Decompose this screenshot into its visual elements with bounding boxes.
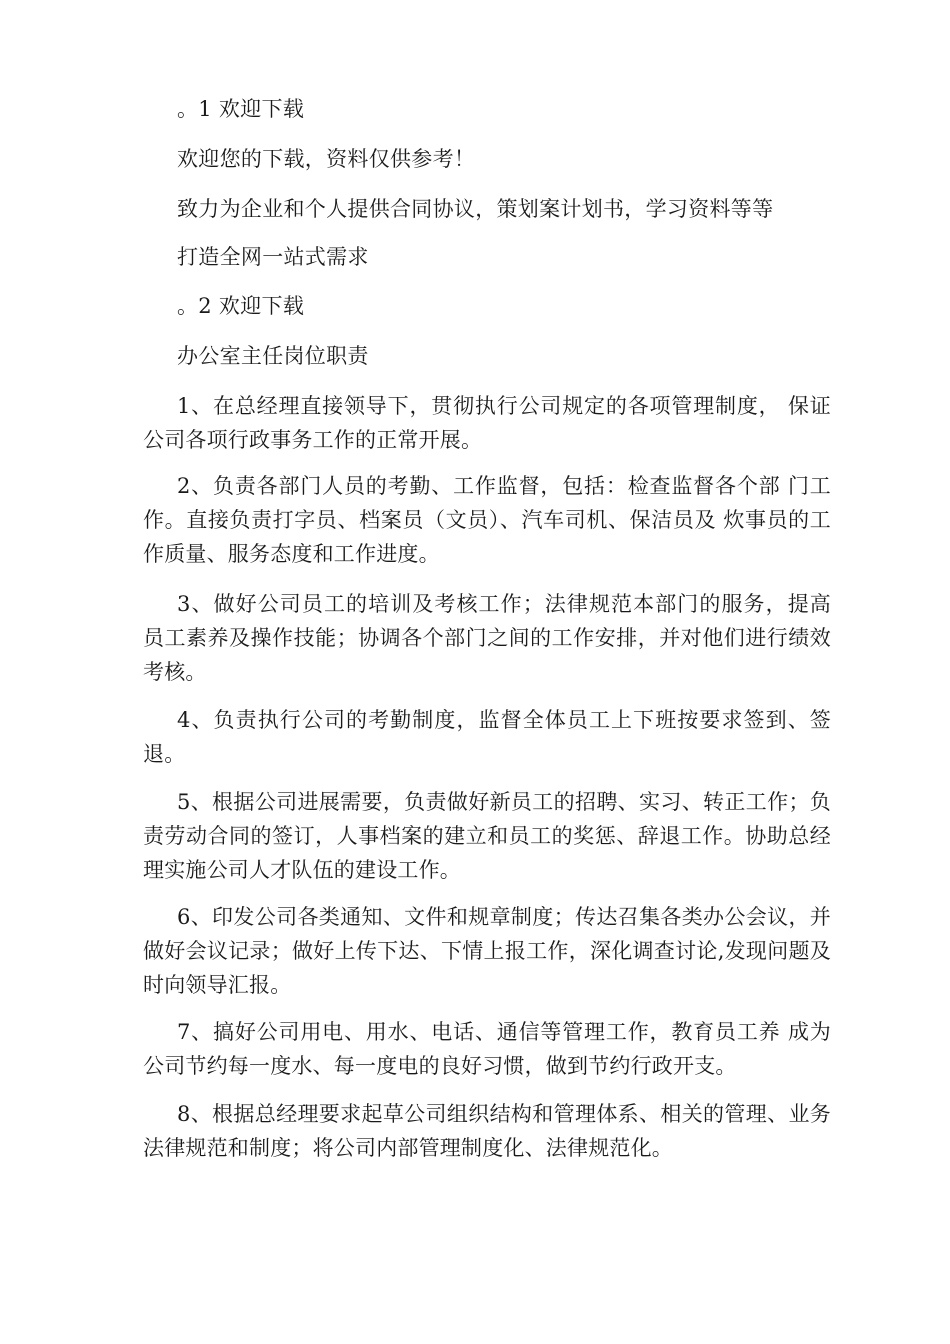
duty-item-2: 2、负责各部门人员的考勤、工作监督，包括：检查监督各个部 门工作。直接负责打字员、档案员（文员）、汽车司机、保洁员及 炊事员的工作质量、服务态度和工作进度。: [143, 474, 831, 566]
duty-item-7: 7、搞好公司用电、用水、电话、通信等管理工作，教育员工养 成为公司节约每一度水、每一度电的良好习惯，做到节约行政开支。: [143, 1020, 831, 1078]
duty-item-4: 4、负责执行公司的考勤制度，监督全体员工上下班按要求签到、签退。: [143, 708, 831, 766]
thanks-line: 欢迎您的下载，资料仅供参考！: [177, 147, 476, 171]
welcome-line-1: 。1 欢迎下载: [177, 97, 305, 121]
duty-item-3: 3、做好公司员工的培训及考核工作；法律规范本部门的服务，提高 员工素养及操作技能；协调各个部门之间的工作安排，并对他们进行绩效考核。: [143, 592, 831, 684]
document-title: 办公室主任岗位职责: [177, 344, 369, 368]
welcome-line-2: 。2 欢迎下载: [177, 294, 305, 318]
duty-item-1: 1、在总经理直接领导下，贯彻执行公司规定的各项管理制度， 保证公司各项行政事务工作的正常开展。: [143, 394, 831, 452]
slogan-line: 打造全网一站式需求: [177, 245, 369, 269]
duty-item-8: 8、根据总经理要求起草公司组织结构和管理体系、相关的管理、业务法律规范和制度；将公司内部管理制度化、法律规范化。: [143, 1102, 831, 1160]
duty-item-5: 5、根据公司进展需要，负责做好新员工的招聘、实习、转正工作；负责劳动合同的签订，人事档案的建立和员工的奖惩、辞退工作。协助总经理实施公司人才队伍的建设工作。: [143, 790, 831, 882]
mission-line: 致力为企业和个人提供合同协议，策划案计划书，学习资料等等: [177, 197, 774, 221]
duty-item-6: 6、印发公司各类通知、文件和规章制度；传达召集各类办公会议，并做好会议记录；做好上传下达、下情上报工作，深化调查讨论,发现问题及时向领导汇报。: [143, 905, 831, 997]
